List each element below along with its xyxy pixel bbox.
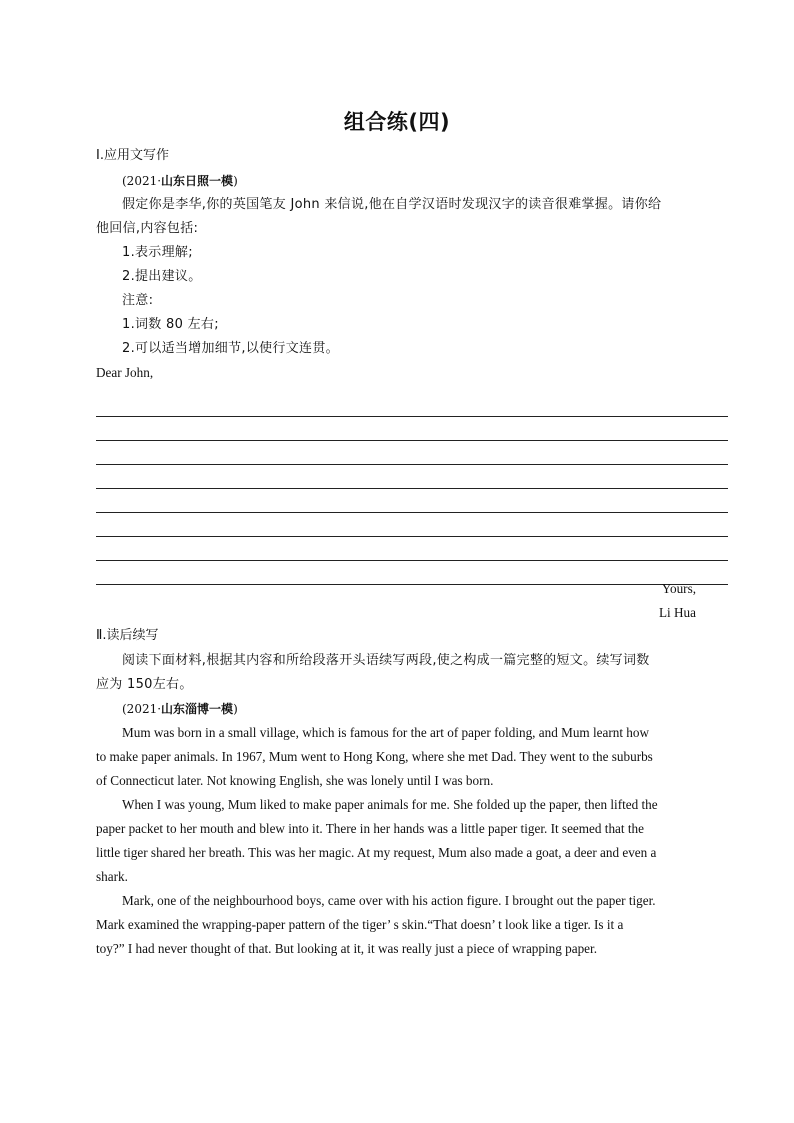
source-end: ) [233,174,238,188]
writing-line[interactable] [96,513,728,537]
section-heading-practical-writing: Ⅰ.应用文写作 [96,148,169,163]
passage-line: When I was young, Mum liked to make paper animals for me. She folded up the paper, then lifted the [122,797,658,812]
writing-line[interactable] [96,561,728,585]
section-heading-continuation-writing: Ⅱ.读后续写 [96,628,159,643]
source-place: 山东日照一模 [161,174,234,188]
instruction-text: 应为 150左右。 [96,677,193,692]
source-end: ) [233,702,238,716]
passage-line: to make paper animals. In 1967, Mum went to Hong Kong, where she met Dad. They went to the suburbs [96,749,653,764]
writing-line[interactable] [96,465,728,489]
page-title: 组合练(四) [343,110,451,134]
content-point: 1.表示理解; [122,245,193,260]
source-year: (2021· [122,702,162,716]
passage-line: Mark examined the wrapping-paper pattern of the tiger’ s skin.“That doesn’ t look like a tiger. Is it a [96,917,624,932]
source-note-1 [122,173,238,189]
content-point: 2.提出建议。 [122,269,202,284]
writing-line[interactable] [96,489,728,513]
prompt-text: 他回信,内容包括: [96,221,199,236]
passage-line: Mark, one of the neighbourhood boys, came over with his action figure. I brought out the paper tiger. [122,893,656,908]
passage-line: Mum was born in a small village, which is famous for the art of paper folding, and Mum learnt how [122,725,650,740]
passage-line: toy?” I had never thought of that. But looking at it, it was really just a piece of wrapping paper. [96,941,597,956]
writing-line[interactable] [96,393,728,417]
instruction-text: 阅读下面材料,根据其内容和所给段落开头语续写两段,使之构成一篇完整的短文。续写词数 [122,653,650,668]
letter-closing: Yours, [661,581,696,596]
writing-line[interactable] [96,417,728,441]
passage-line: paper packet to her mouth and blew into it. There in her hands was a little paper tiger. It seemed that the [96,821,644,836]
letter-greeting: Dear John, [96,365,154,380]
passage-line: of Connecticut later. Not knowing English, she was lonely until I was born. [96,773,494,788]
prompt-text: 假定你是李华,你的英国笔友 John 来信说,他在自学汉语时发现汉字的读音很难掌握。请你给 [122,197,662,212]
source-note-2 [122,701,238,717]
note-label: 注意: [122,293,154,308]
passage-line: little tiger shared her breath. This was her magic. At my request, Mum also made a goat, a deer and even a [96,845,657,860]
note-item: 1.词数 80 左右; [122,317,219,332]
answer-writing-lines[interactable] [96,393,728,585]
letter-signature: Li Hua [659,605,696,620]
source-place: 山东淄博一模 [161,702,234,716]
writing-line[interactable] [96,537,728,561]
writing-line[interactable] [96,441,728,465]
source-year: (2021· [122,174,162,188]
passage-line: shark. [96,869,128,884]
note-item: 2.可以适当增加细节,以使行文连贯。 [122,341,339,356]
